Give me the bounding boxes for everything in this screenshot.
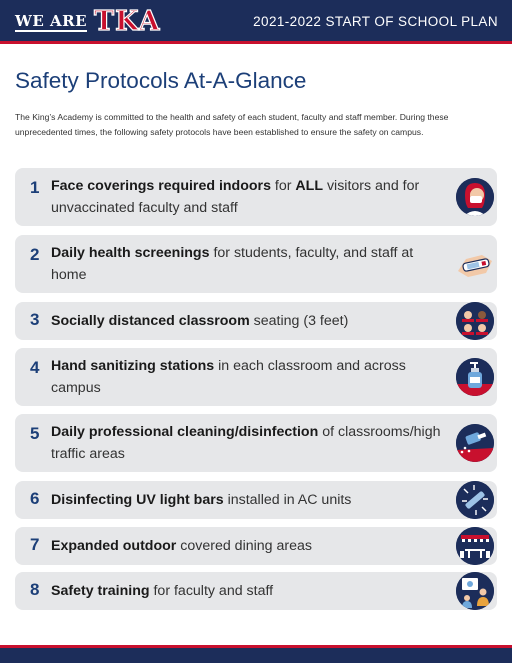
protocol-number: 8 — [30, 580, 40, 599]
brand-we-are: WE ARE — [15, 12, 88, 30]
protocol-text: Safety training for faculty and staff — [51, 583, 274, 599]
protocol-number: 3 — [30, 310, 40, 329]
spray-cleaning-icon — [456, 424, 494, 462]
protocol-item-2 — [15, 235, 497, 293]
protocol-number: 1 — [30, 178, 40, 197]
intro-paragraph: The King’s Academy is committed to the health and safety of each student, faculty and staff member. During these unprecedented times, the following safety protocols have been established to ensure the safety on campus. — [15, 112, 449, 137]
protocol-item-6 — [15, 481, 497, 519]
thermometer-icon — [456, 245, 494, 283]
protocol-item-8 — [15, 572, 497, 610]
uv-light-icon — [456, 481, 494, 519]
face-mask-icon — [456, 178, 494, 216]
protocol-text: Daily professional cleaning/disinfection of classrooms/high traffic areas — [51, 424, 441, 462]
plan-title: 2021-2022 START OF SCHOOL PLAN — [253, 14, 498, 29]
protocol-item-1 — [15, 168, 497, 226]
protocol-number: 5 — [30, 424, 40, 443]
protocol-number: 7 — [30, 535, 40, 554]
protocol-number: 2 — [30, 245, 40, 264]
outdoor-dining-icon — [456, 527, 494, 565]
brand-tka: TKA — [94, 6, 161, 37]
protocol-number: 6 — [30, 489, 40, 508]
protocol-text: Expanded outdoor covered dining areas — [51, 538, 312, 554]
brand-logo — [15, 8, 160, 36]
protocol-item-5 — [15, 414, 497, 472]
sanitizer-bottle-icon — [456, 358, 494, 396]
training-icon — [456, 572, 494, 610]
protocol-item-4 — [15, 348, 497, 406]
protocol-text: Socially distanced classroom seating (3 feet) — [51, 313, 349, 329]
page-title: Safety Protocols At-A-Glance — [15, 68, 307, 93]
classroom-seating-icon — [456, 302, 494, 340]
protocol-item-7 — [15, 527, 497, 565]
page-footer — [0, 645, 512, 663]
protocol-item-3 — [15, 302, 497, 340]
protocol-text: Daily health screenings for students, faculty, and staff at home — [51, 245, 414, 283]
page-header — [0, 0, 512, 44]
protocol-text: Hand sanitizing stations in each classroom and across campus — [51, 358, 406, 396]
protocol-number: 4 — [30, 358, 40, 377]
protocol-text: Disinfecting UV light bars installed in AC units — [51, 492, 352, 508]
protocol-text: Face coverings required indoors for ALL visitors and for unvaccinated faculty and staff — [51, 178, 420, 216]
